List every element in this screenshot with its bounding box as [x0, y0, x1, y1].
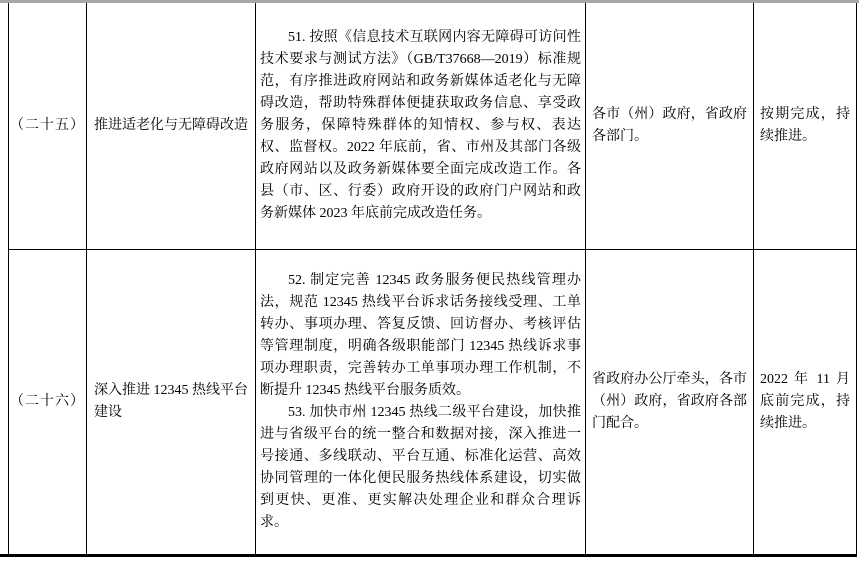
row-number-cell [9, 3, 87, 250]
table-bottom-border [0, 554, 857, 557]
task-name-cell [87, 3, 256, 250]
responsible-text: 省政府办公厅牵头，各市（州）政府，省政府各部门配合。 [592, 372, 747, 431]
row-number: （二十六） [10, 394, 85, 409]
responsible-cell [586, 3, 754, 250]
task-name: 深入推进 12345 热线平台建设 [94, 383, 248, 420]
row-number: （二十五） [10, 118, 85, 133]
measures-cell [256, 250, 586, 554]
measures-cell [256, 3, 586, 250]
measure-paragraph: 51. 按照《信息技术互联网内容无障碍可访问性技术要求与测试方法》（GB/T37668—2019）标准规范，有序推进政府网站和政务新媒体适老化与无障碍改造，帮助特殊群体便捷获取政务信息、享受政务服务，保障特殊群体的知情权、参与权、表达权、监督权。2022 年底前，省、市州及其部门各级政府网站以及政务新媒体要全面完成改造工作。各县（市、区、行委）政府开设的政府门户网站和政务新媒体 2023 年底前完成改造任务。 [260, 30, 581, 221]
deadline-cell [754, 250, 856, 554]
row-number-cell [9, 250, 87, 554]
task-name: 推进适老化与无障碍改造 [94, 118, 248, 133]
responsible-cell [586, 250, 754, 554]
deadline-text: 2022 年 11 月底前完成，持续推进。 [760, 372, 850, 431]
measure-paragraph: 52. 制定完善 12345 政务服务便民热线管理办法，规范 12345 热线平台诉求话务接线受理、工单转办、事项办理、答复反馈、回访督办、考核评估等管理制度，明确各级职能部门 12345 热线诉求事项办理职责，完善转办工单事项办理工作机制，不断提升 12345 热线平台服务质效。 [260, 273, 581, 398]
deadline-text: 按期完成，持续推进。 [760, 107, 850, 144]
deadline-cell [754, 3, 856, 250]
responsible-text: 各市（州）政府，省政府各部门。 [592, 107, 747, 144]
task-name-cell [87, 250, 256, 554]
tasks-table [8, 3, 857, 554]
measure-paragraph: 53. 加快市州 12345 热线二级平台建设，加快推进与省级平台的统一整合和数据对接，深入推进一号接通、多线联动、平台互通、标准化运营、高效协同管理的一体化便民服务热线体系建设，切实做到更快、更准、更实解决处理企业和群众合理诉求。 [260, 405, 581, 530]
